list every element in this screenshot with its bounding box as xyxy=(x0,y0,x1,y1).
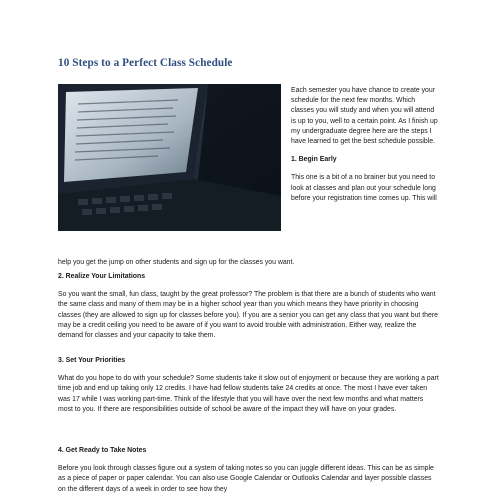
section-2-body: So you want the small, fun class, taught by the great professor? The problem is that there are a bunch of students who want the same class and many of them may be in a higher school year than you which means they have priority in choosing classes (they are allowed to sign up for classes before you). If you are a senior you can get any class that you want but there may be a credit ceiling you need to be aware of if you want to avoid trouble with administration. Either way, realize the demand for classes and your capacity to take them. xyxy=(58,291,438,340)
section-1-continuation xyxy=(58,258,440,268)
section-1-body-part1: This one is a bit of a no brainer but you need to look at classes and plan out your schedule long before your registration time comes up. This will xyxy=(291,174,437,202)
section-4 xyxy=(58,446,440,495)
intro-paragraph: Each semester you have chance to create your schedule for the next few months. Which classes you will study and when you will attend is up to you, well to a certain point. As I finish up my undergraduate degree here are the steps I have learned to get the best schedule possible. xyxy=(291,87,438,146)
section-3-heading: 3. Set Your Priorities xyxy=(58,357,126,364)
intro-column xyxy=(291,86,439,204)
section-4-heading: 4. Get Ready to Take Notes xyxy=(58,447,147,454)
laptop-photo xyxy=(58,84,281,231)
section-2-heading: 2. Realize Your Limitations xyxy=(58,273,146,280)
section-3-body: What do you hope to do with your schedule? Some students take it slow out of enjoyment or because they are working a part time job and end up taking only 12 credits. I have had fellow students take 24 credits at once. The most I have ever taken was 17 while I was working part-time. Think of the lifestyle that you will have over the next few months and what matters most to you. If there are responsibilities outside of school be aware of the impact they will have on your grades. xyxy=(58,375,439,413)
section-1-body-part2: help you get the jump on other students and sign up for the classes you want. xyxy=(58,259,295,266)
section-4-body: Before you look through classes figure out a system of taking notes so you can juggle different ideas. This can be as simple as a piece of paper or paper calendar. You can also use Google Calendar or Outlooks Calendar and layer possible classes on the different days of a week in order to see how they xyxy=(58,465,434,493)
section-3 xyxy=(58,356,440,415)
section-2 xyxy=(58,272,440,341)
article-title: 10 Steps to a Perfect Class Schedule xyxy=(58,57,233,69)
section-1-heading: 1. Begin Early xyxy=(291,156,337,164)
